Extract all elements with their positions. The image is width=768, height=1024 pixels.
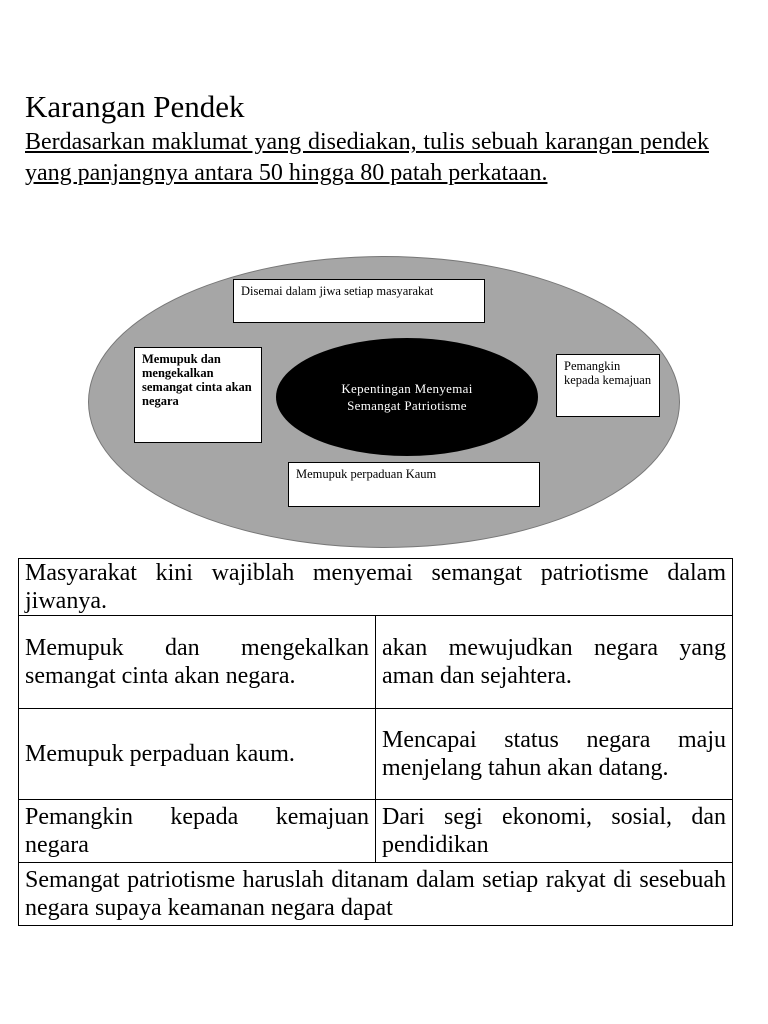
table-row bbox=[19, 616, 733, 709]
table-row bbox=[19, 800, 733, 863]
point-cell: Memupuk dan mengekalkan semangat cinta akan negara. bbox=[19, 616, 376, 709]
intro-cell: Masyarakat kini wajiblah menyemai semangat patriotisme dalam jiwanya. bbox=[19, 559, 733, 616]
table-row bbox=[19, 559, 733, 616]
mind-map-diagram bbox=[88, 256, 680, 548]
page-title: Karangan Pendek bbox=[25, 89, 245, 124]
idea-box-top: Disemai dalam jiwa setiap masyarakat bbox=[233, 279, 485, 323]
idea-box-right: Pemangkin kepada kemajuan bbox=[556, 354, 660, 417]
idea-box-left: Memupuk dan mengekalkan semangat cinta akan negara bbox=[134, 347, 262, 443]
center-ellipse bbox=[276, 338, 538, 456]
point-cell: Memupuk perpaduan kaum. bbox=[19, 709, 376, 800]
table-row bbox=[19, 863, 733, 926]
elaboration-cell: akan mewujudkan negara yang aman dan sejahtera. bbox=[376, 616, 733, 709]
elaboration-cell: Dari segi ekonomi, sosial, dan pendidikan bbox=[376, 800, 733, 863]
center-topic: Kepentingan Menyemai Semangat Patriotisme bbox=[341, 381, 473, 413]
conclusion-cell: Semangat patriotisme haruslah ditanam dalam setiap rakyat di sesebuah negara supaya keamanan negara dapat bbox=[19, 863, 733, 926]
point-cell: Pemangkin kepada kemajuan negara bbox=[19, 800, 376, 863]
instruction-text bbox=[25, 127, 709, 188]
instruction-underlined: Berdasarkan maklumat yang disediakan, tulis sebuah karangan pendek yang panjangnya antara 50 hingga 80 patah perkataan. bbox=[25, 129, 709, 186]
notes-table bbox=[18, 558, 733, 926]
table-row bbox=[19, 709, 733, 800]
idea-box-bottom: Memupuk perpaduan Kaum bbox=[288, 462, 540, 507]
elaboration-cell: Mencapai status negara maju menjelang tahun akan datang. bbox=[376, 709, 733, 800]
